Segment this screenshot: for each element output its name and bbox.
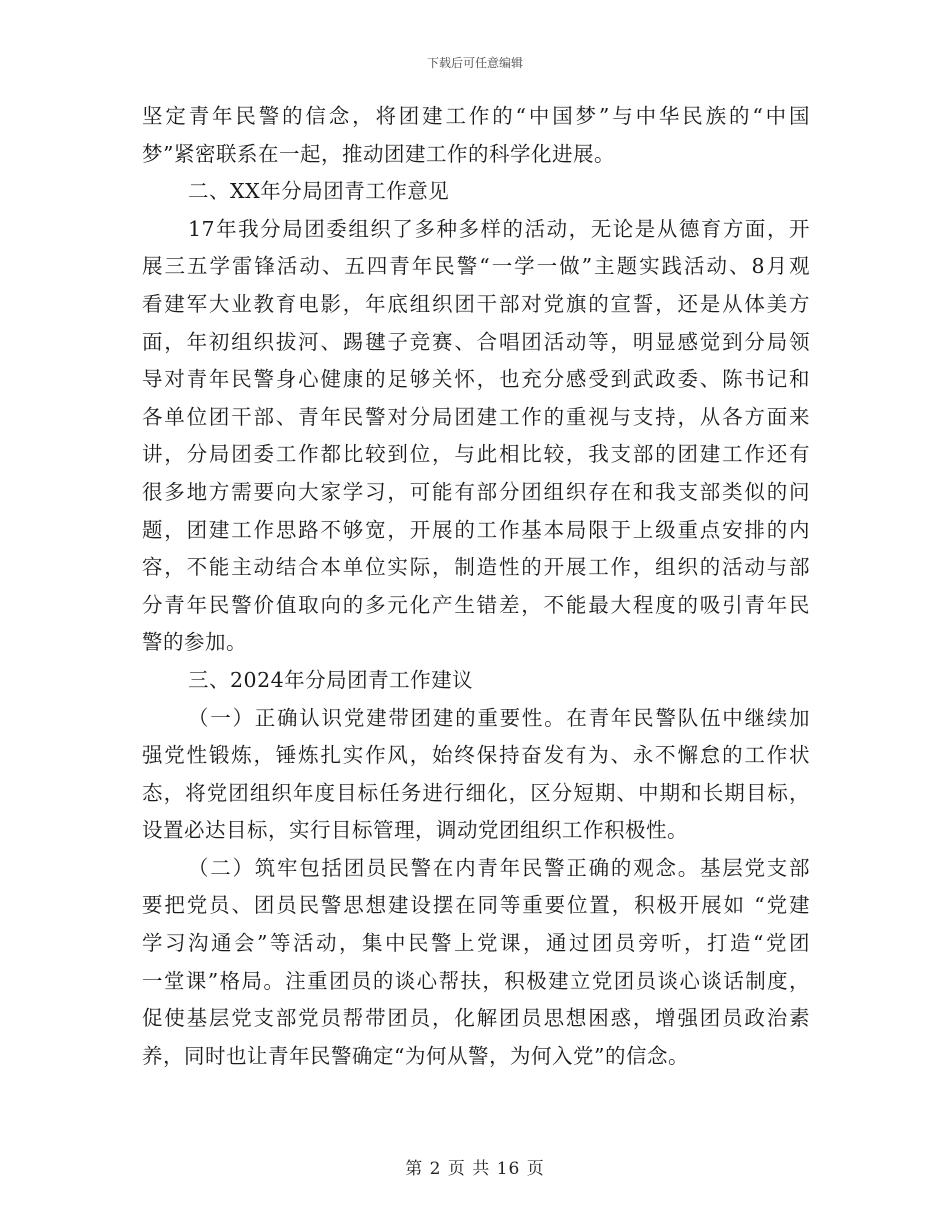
text-line: 警的参加。	[142, 630, 247, 655]
text-line: 要把党员、团员民警思想建设摆在同等重要位置，积极开展如 “党建	[142, 893, 810, 918]
text-line: 学习沟通会”等活动，集中民警上党课，通过团员旁听，打造“党团	[142, 931, 810, 956]
text-line: 展三五学雷锋活动、五四青年民警“一学一做”主题实践活动、8月观	[142, 254, 810, 279]
text-line: 三、2024年分局团青工作建议	[188, 667, 474, 692]
paragraph	[142, 700, 810, 850]
paragraph	[142, 850, 810, 1076]
text-line: 设置必达目标，实行目标管理，调动党团组织工作积极性。	[142, 818, 688, 843]
text-line: 二、XX年分局团青工作意见	[188, 179, 450, 204]
section-heading	[142, 662, 810, 700]
text-line: 题，团建工作思路不够宽，开展的工作基本局限于上级重点安排的内	[142, 517, 810, 542]
text-line: （二）筑牢包括团员民警在内青年民警正确的观念。基层党支部	[188, 855, 810, 880]
page-number: 第 2 页 共 16 页	[405, 1159, 545, 1179]
text-line: 容，不能主动结合本单位实际，制造性的开展工作，组织的活动与部	[142, 555, 810, 580]
paragraph	[142, 98, 810, 173]
text-line: 各单位团干部、青年民警对分局团建工作的重视与支持，从各方面来	[142, 404, 810, 429]
document-body	[142, 98, 810, 1075]
text-line: 17年我分局团委组织了多种多样的活动，无论是从德育方面，开	[188, 216, 810, 241]
section-heading	[142, 173, 810, 211]
text-line: 看建军大业教育电影，年底组织团干部对党旗的宣誓，还是从体美方	[142, 291, 810, 316]
text-line: 促使基层党支部党员帮带团员，化解团员思想困惑，增强团员政治素	[142, 1006, 810, 1031]
page-header: 下载后可任意编辑	[426, 56, 523, 70]
text-line: 梦”紧密联系在一起，推动团建工作的科学化进展。	[142, 141, 615, 166]
text-line: 分青年民警价值取向的多元化产生错差，不能最大程度的吸引青年民	[142, 592, 810, 617]
text-line: 面，年初组织拔河、踢毽子竞赛、合唱团活动等，明显感觉到分局领	[142, 329, 810, 354]
text-line: 导对青年民警身心健康的足够关怀，也充分感受到武政委、陈书记和	[142, 367, 810, 392]
text-line: 养，同时也让青年民警确定“为何从警，为何入党”的信念。	[142, 1043, 689, 1068]
text-line: 坚定青年民警的信念，将团建工作的“中国梦”与中华民族的“中国	[142, 104, 810, 128]
text-line: 强党性锻炼，锤炼扎实作风，始终保持奋发有为、永不懈怠的工作状	[142, 743, 810, 768]
text-line: 讲，分局团委工作都比较到位，与此相比较，我支部的团建工作还有	[142, 442, 810, 467]
text-line: 很多地方需要向大家学习，可能有部分团组织存在和我支部类似的问	[142, 479, 810, 504]
text-line: 一堂课”格局。注重团员的谈心帮扶，积极建立党团员谈心谈话制度，	[142, 968, 810, 993]
text-line: （一）正确认识党建带团建的重要性。在青年民警队伍中继续加	[188, 705, 810, 730]
text-line: 态，将党团组织年度目标任务进行细化，区分短期、中期和长期目标，	[142, 780, 810, 805]
paragraph	[142, 211, 810, 662]
